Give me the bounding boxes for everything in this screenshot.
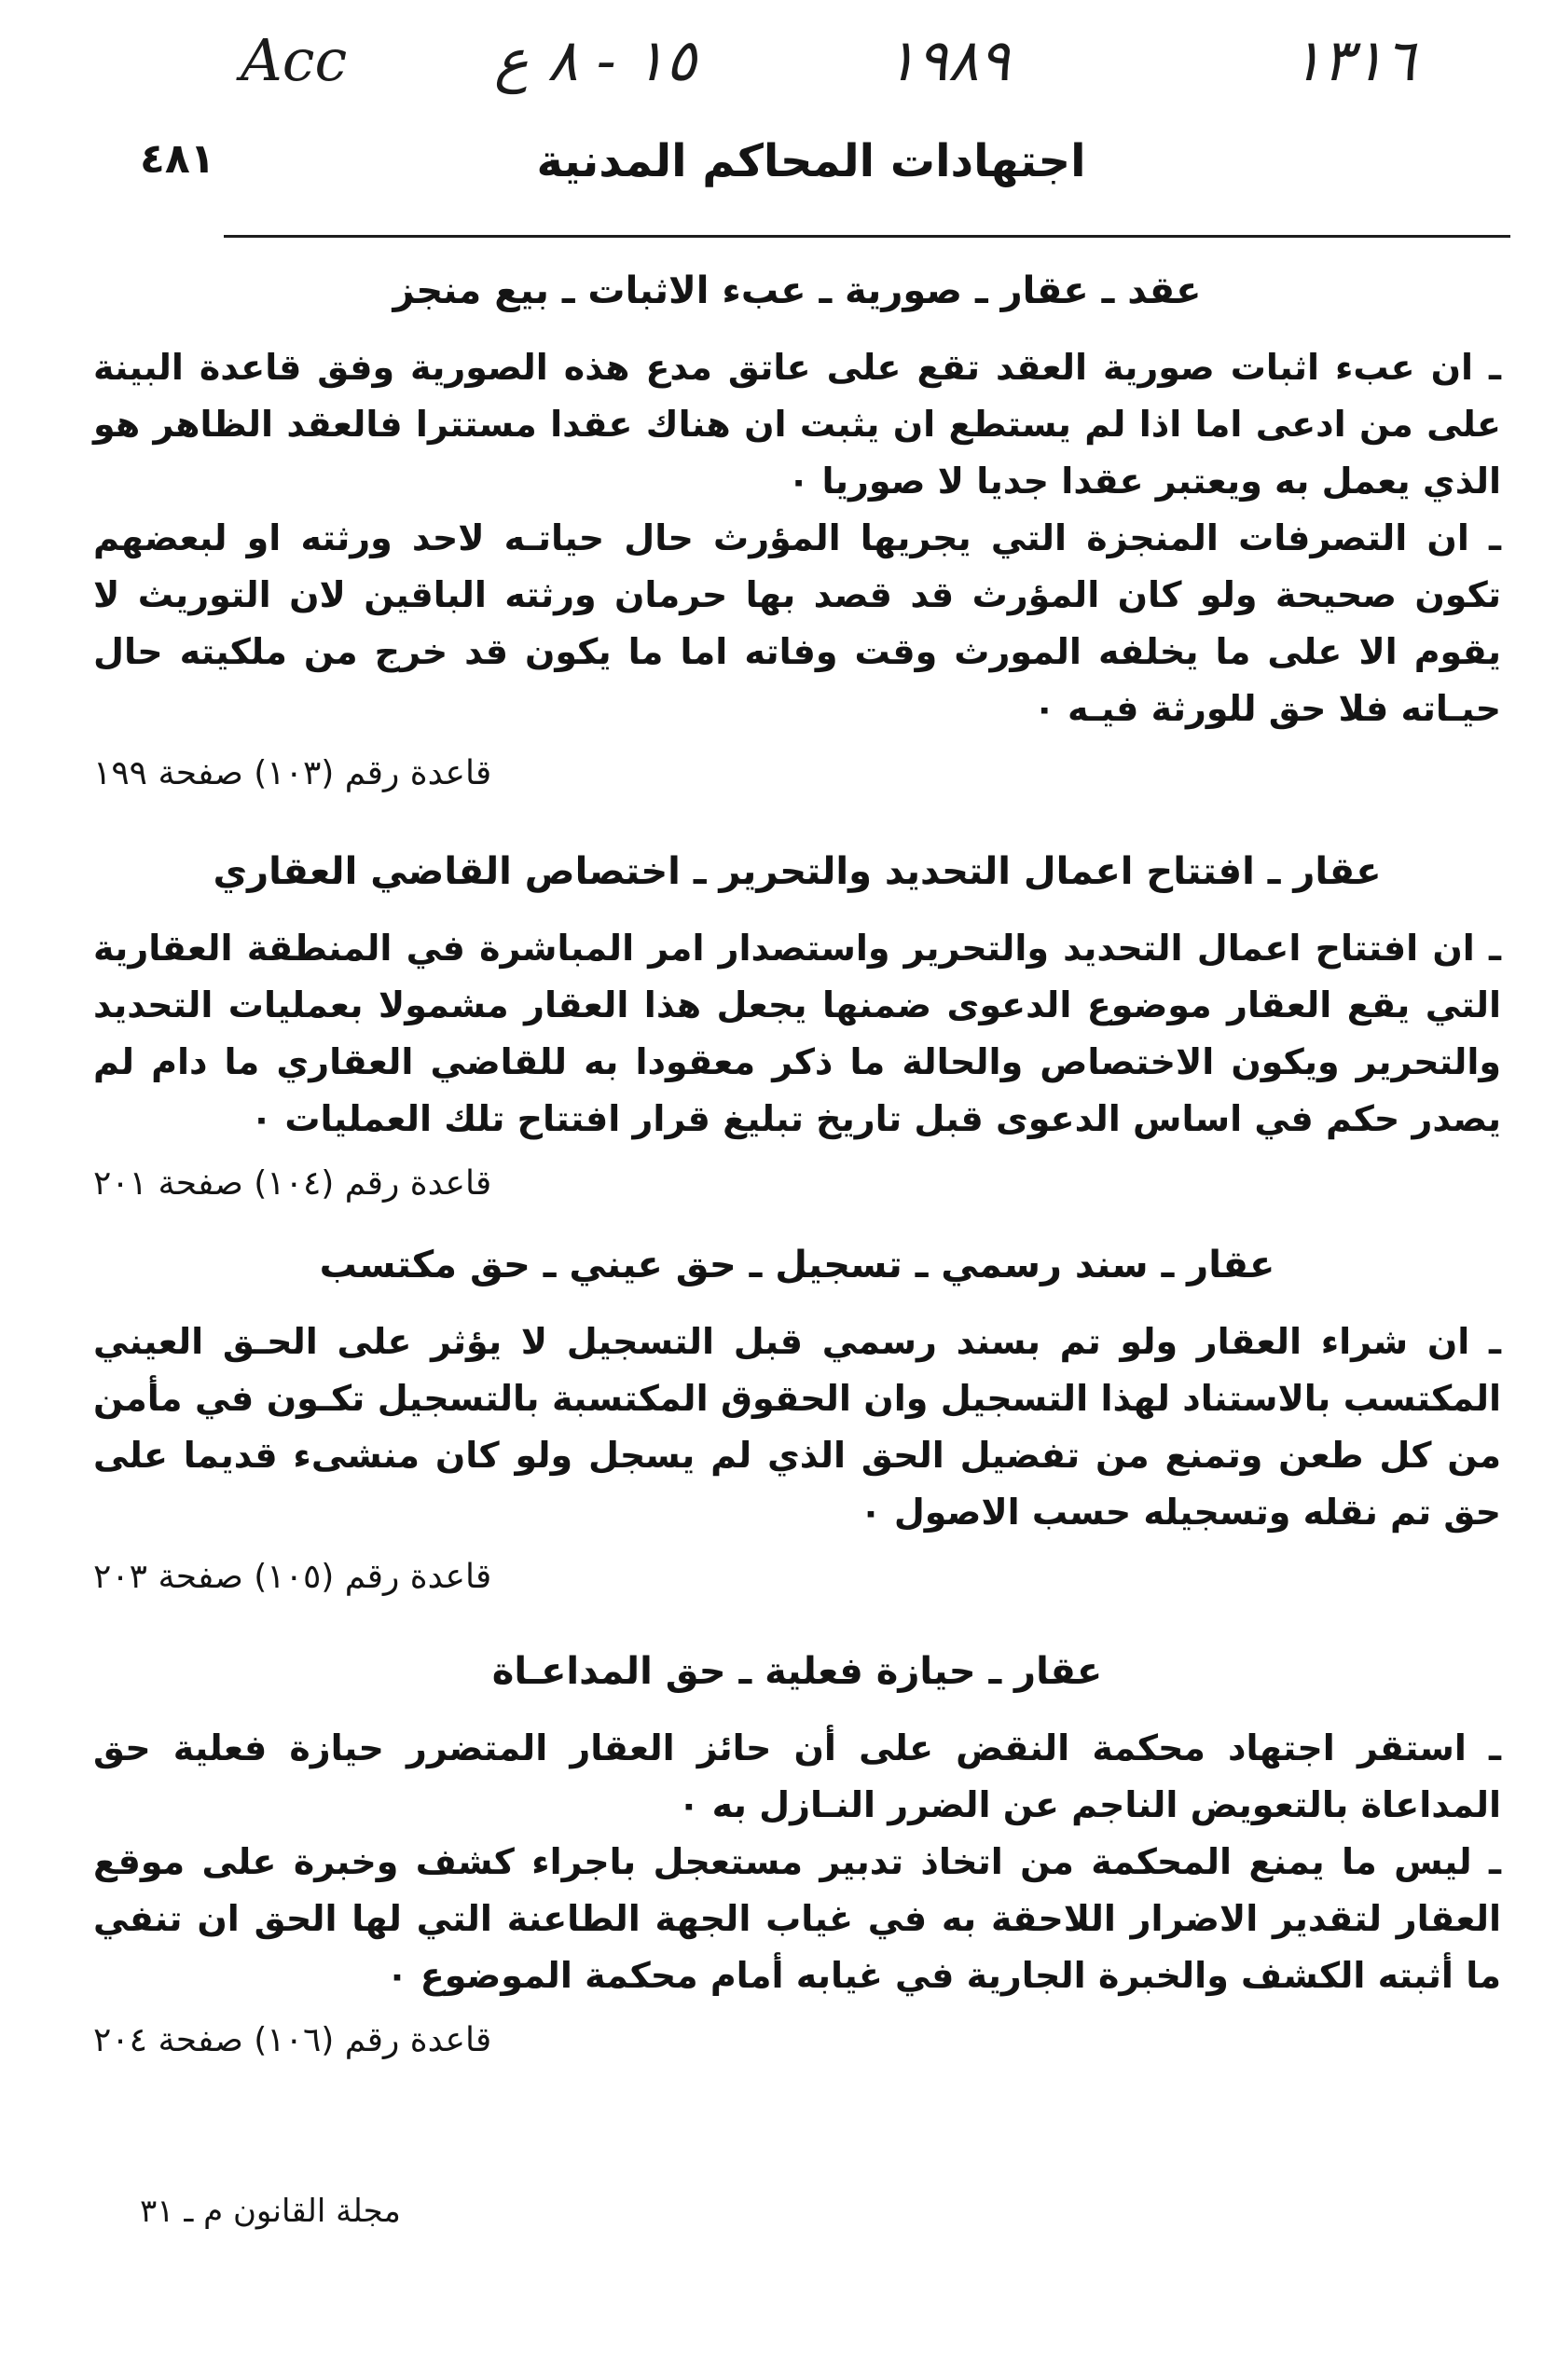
rule-reference-text: قاعدة رقم (١٠٦) صفحة ٢٠٤ — [93, 2021, 492, 2059]
rule-reference-text: قاعدة رقم (١٠٣) صفحة ١٩٩ — [93, 754, 492, 792]
rule-reference — [93, 1155, 802, 1213]
rule-reference-text: قاعدة رقم (١٠٤) صفحة ٢٠١ — [93, 1164, 492, 1203]
paragraph: ـ ان التصرفات المنجزة التي يجريها المؤرث حال حياتـه لاحد ورثته او لبعضهم تكون صحيحة ولو كان المؤرث قد قصد بها حرمان ورثته الباقين لان التوريث لا يقوم الا على ما يخلفه المورث وقت وفاته اما ما يكون قد خرج من ملكيته حال حيـاته فلا حق للورثة فيـه ٠ — [93, 517, 1501, 729]
section-official-deed — [93, 1237, 1501, 1606]
page-number: ٤٨١ — [140, 135, 215, 183]
rule-reference — [93, 745, 802, 803]
page-header — [140, 135, 1482, 200]
section-heading: عقد ـ عقار ـ صورية ـ عبء الاثبات ـ بيع منجز — [393, 269, 1202, 312]
rule-reference — [93, 1548, 802, 1606]
paragraph: ـ استقر اجتهاد محكمة النقض على أن حائز العقار المتضرر حيازة فعلية حق المداعاة بالتعويض الناجم عن الضرر النـازل به ٠ — [93, 1727, 1501, 1825]
rule-reference — [93, 2012, 802, 2070]
section-heading: عقار ـ حيازة فعلية ـ حق المداعـاة — [491, 1650, 1103, 1693]
paragraph: ـ ليس ما يمنع المحكمة من اتخاذ تدبير مستعجل باجراء كشف وخبرة على موقع العقار لتقدير الاضرار اللاحقة به في غياب الجهة الطاعنة التي لها الحق ان تنفي ما أثبته الكشف والخبرة الجارية في غيابه أمام محكمة الموضوع ٠ — [93, 1841, 1501, 1996]
section-contract-simulation — [93, 263, 1501, 803]
header-divider — [224, 235, 1510, 238]
handwritten-annotation-left: Acc — [241, 26, 348, 94]
handwritten-annotation-right: ١٣١٦ — [1291, 26, 1416, 94]
section-actual-possession — [93, 1644, 1501, 2070]
section-property-survey — [93, 844, 1501, 1213]
section-heading: عقار ـ سند رسمي ـ تسجيل ـ حق عيني ـ حق مكتسب — [319, 1244, 1275, 1286]
section-heading: عقار ـ افتتاح اعمال التحديد والتحرير ـ اختصاص القاضي العقاري — [213, 850, 1382, 893]
footer-text: مجلة القانون م ـ ٣١ — [140, 2193, 401, 2230]
handwritten-annotation-year: ١٩٨٩ — [886, 26, 1011, 94]
main-content — [93, 263, 1501, 2070]
paragraph: ـ ان افتتاح اعمال التحديد والتحرير واستصدار امر المباشرة في المنطقة العقارية التي يقع العقار موضوع الدعوى ضمنها يجعل هذا العقار مشمولا بعمليات التحديد والتحرير ويكون الاختصاص والحالة ما ذكر معقودا به للقاضي العقاري ما دام لم يصدر حكم في اساس الدعوى قبل تاريخ تبليغ قرار افتتاح تلك العمليات ٠ — [93, 928, 1501, 1139]
page-footer — [140, 2193, 494, 2230]
rule-reference-text: قاعدة رقم (١٠٥) صفحة ٢٠٣ — [93, 1558, 492, 1596]
paragraph: ـ ان عبء اثبات صورية العقد تقع على عاتق مدع هذه الصورية وفق قاعدة البينة على من ادعى اما اذا لم يستطع ان يثبت ان هناك عقدا مستترا فالعقد الظاهر هو الذي يعمل به ويعتبر عقدا جديا لا صوريا ٠ — [93, 347, 1501, 502]
running-title: اجتهادات المحاكم المدنية — [536, 135, 1086, 187]
handwritten-annotation-middle: ١٥ - ٨ ع — [494, 26, 696, 94]
paragraph: ـ ان شراء العقار ولو تم بسند رسمي قبل التسجيل لا يؤثر على الحـق العيني المكتسب بالاستناد لهذا التسجيل وان الحقوق المكتسبة بالتسجيل تكـون في مأمن من كل طعن وتمنع من تفضيل الحق الذي لم يسجل ولو كان منشىء قديما على حق تم نقله وتسجيله حسب الاصول ٠ — [93, 1321, 1501, 1533]
